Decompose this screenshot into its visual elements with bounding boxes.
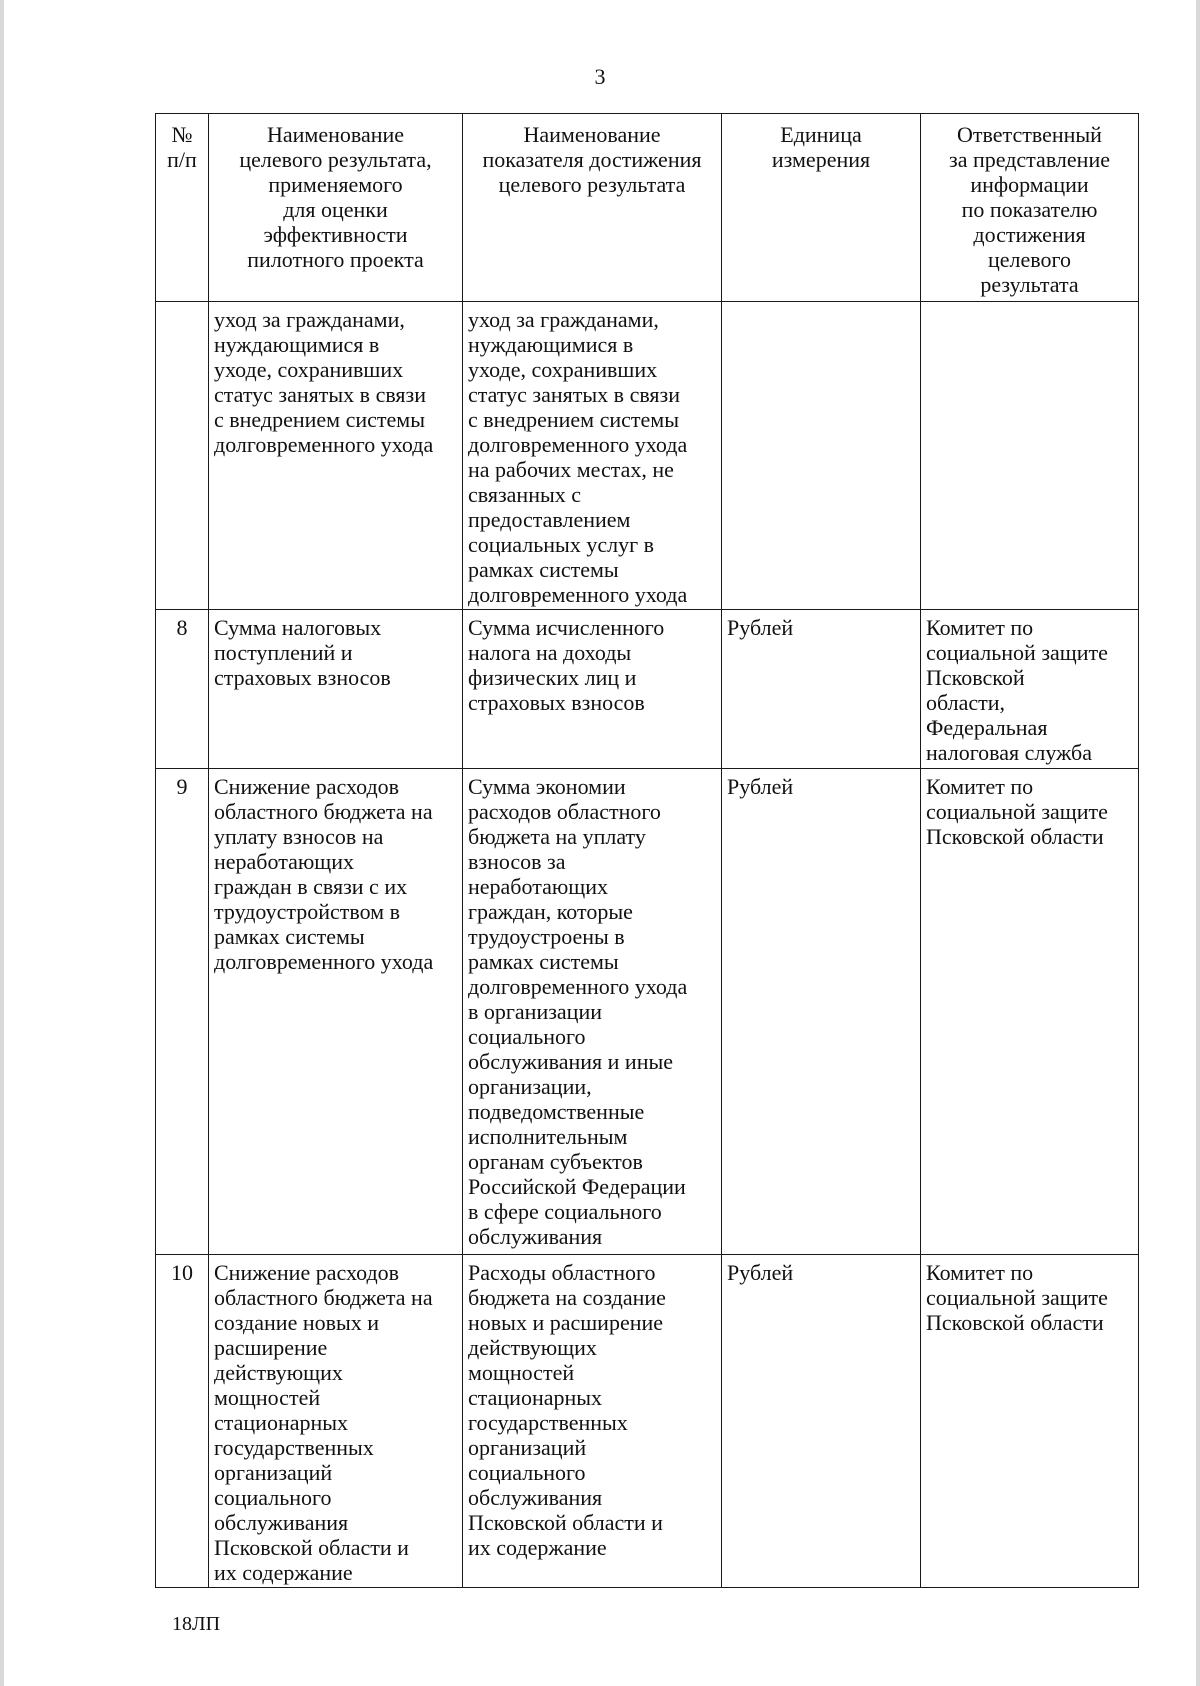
header-indicator: Наименование показателя достижения целевого результата [463, 114, 722, 302]
table-row [156, 610, 1139, 769]
table-header-row [156, 114, 1139, 302]
cell-target-result: Снижение расходов областного бюджета на создание новых и расширение действующих мощностей стационарных государственных организаций социального обслуживания Псковской области и их содержание [209, 1255, 463, 1588]
document-code: 18ЛП [172, 1613, 221, 1635]
cell-indicator: Сумма исчисленного налога на доходы физических лиц и страховых взносов [463, 610, 722, 769]
table-row [156, 769, 1139, 1255]
cell-unit: Рублей [722, 1255, 921, 1588]
cell-unit: Рублей [722, 610, 921, 769]
table-row [156, 1255, 1139, 1588]
header-unit: Единица измерения [722, 114, 921, 302]
cell-target-result: Снижение расходов областного бюджета на уплату взносов на неработающих граждан в связи с их трудоустройством в рамках системы долговременного ухода [209, 769, 463, 1255]
header-responsible: Ответственный за представление информации по показателю достижения целевого результата [921, 114, 1139, 302]
cell-indicator: Сумма экономии расходов областного бюджета на уплату взносов за неработающих граждан, которые трудоустроены в рамках системы долговременного ухода в организации социального обслуживания и иные организации, подведомственные исполнительным органам субъектов Российской Федерации в сфере социального обслуживания [463, 769, 722, 1255]
cell-number [156, 302, 209, 610]
cell-indicator: уход за гражданами, нуждающимися в уходе, сохранивших статус занятых в связи с внедрением системы долговременного ухода на рабочих местах, не связанных с предоставлением социальных услуг в рамках системы долговременного ухода [463, 302, 722, 610]
scan-edge-left [0, 0, 4, 1686]
table-row [156, 302, 1139, 610]
cell-indicator: Расходы областного бюджета на создание новых и расширение действующих мощностей стационарных государственных организаций социального обслуживания Псковской области и их содержание [463, 1255, 722, 1588]
scan-edge-right [1196, 0, 1200, 1686]
indicators-table [155, 113, 1139, 1588]
cell-target-result: Сумма налоговых поступлений и страховых взносов [209, 610, 463, 769]
header-number: № п/п [156, 114, 209, 302]
page-number: 3 [594, 64, 606, 89]
header-target-result: Наименование целевого результата, применяемого для оценки эффективности пилотного проекта [209, 114, 463, 302]
cell-unit: Рублей [722, 769, 921, 1255]
cell-responsible: Комитет по социальной защите Псковской области [921, 769, 1139, 1255]
cell-number: 8 [156, 610, 209, 769]
cell-target-result: уход за гражданами, нуждающимися в уходе, сохранивших статус занятых в связи с внедрением системы долговременного ухода [209, 302, 463, 610]
cell-number: 9 [156, 769, 209, 1255]
cell-number: 10 [156, 1255, 209, 1588]
cell-responsible [921, 302, 1139, 610]
cell-unit [722, 302, 921, 610]
cell-responsible: Комитет по социальной защите Псковской области [921, 1255, 1139, 1588]
cell-responsible: Комитет по социальной защите Псковской области, Федеральная налоговая служба [921, 610, 1139, 769]
